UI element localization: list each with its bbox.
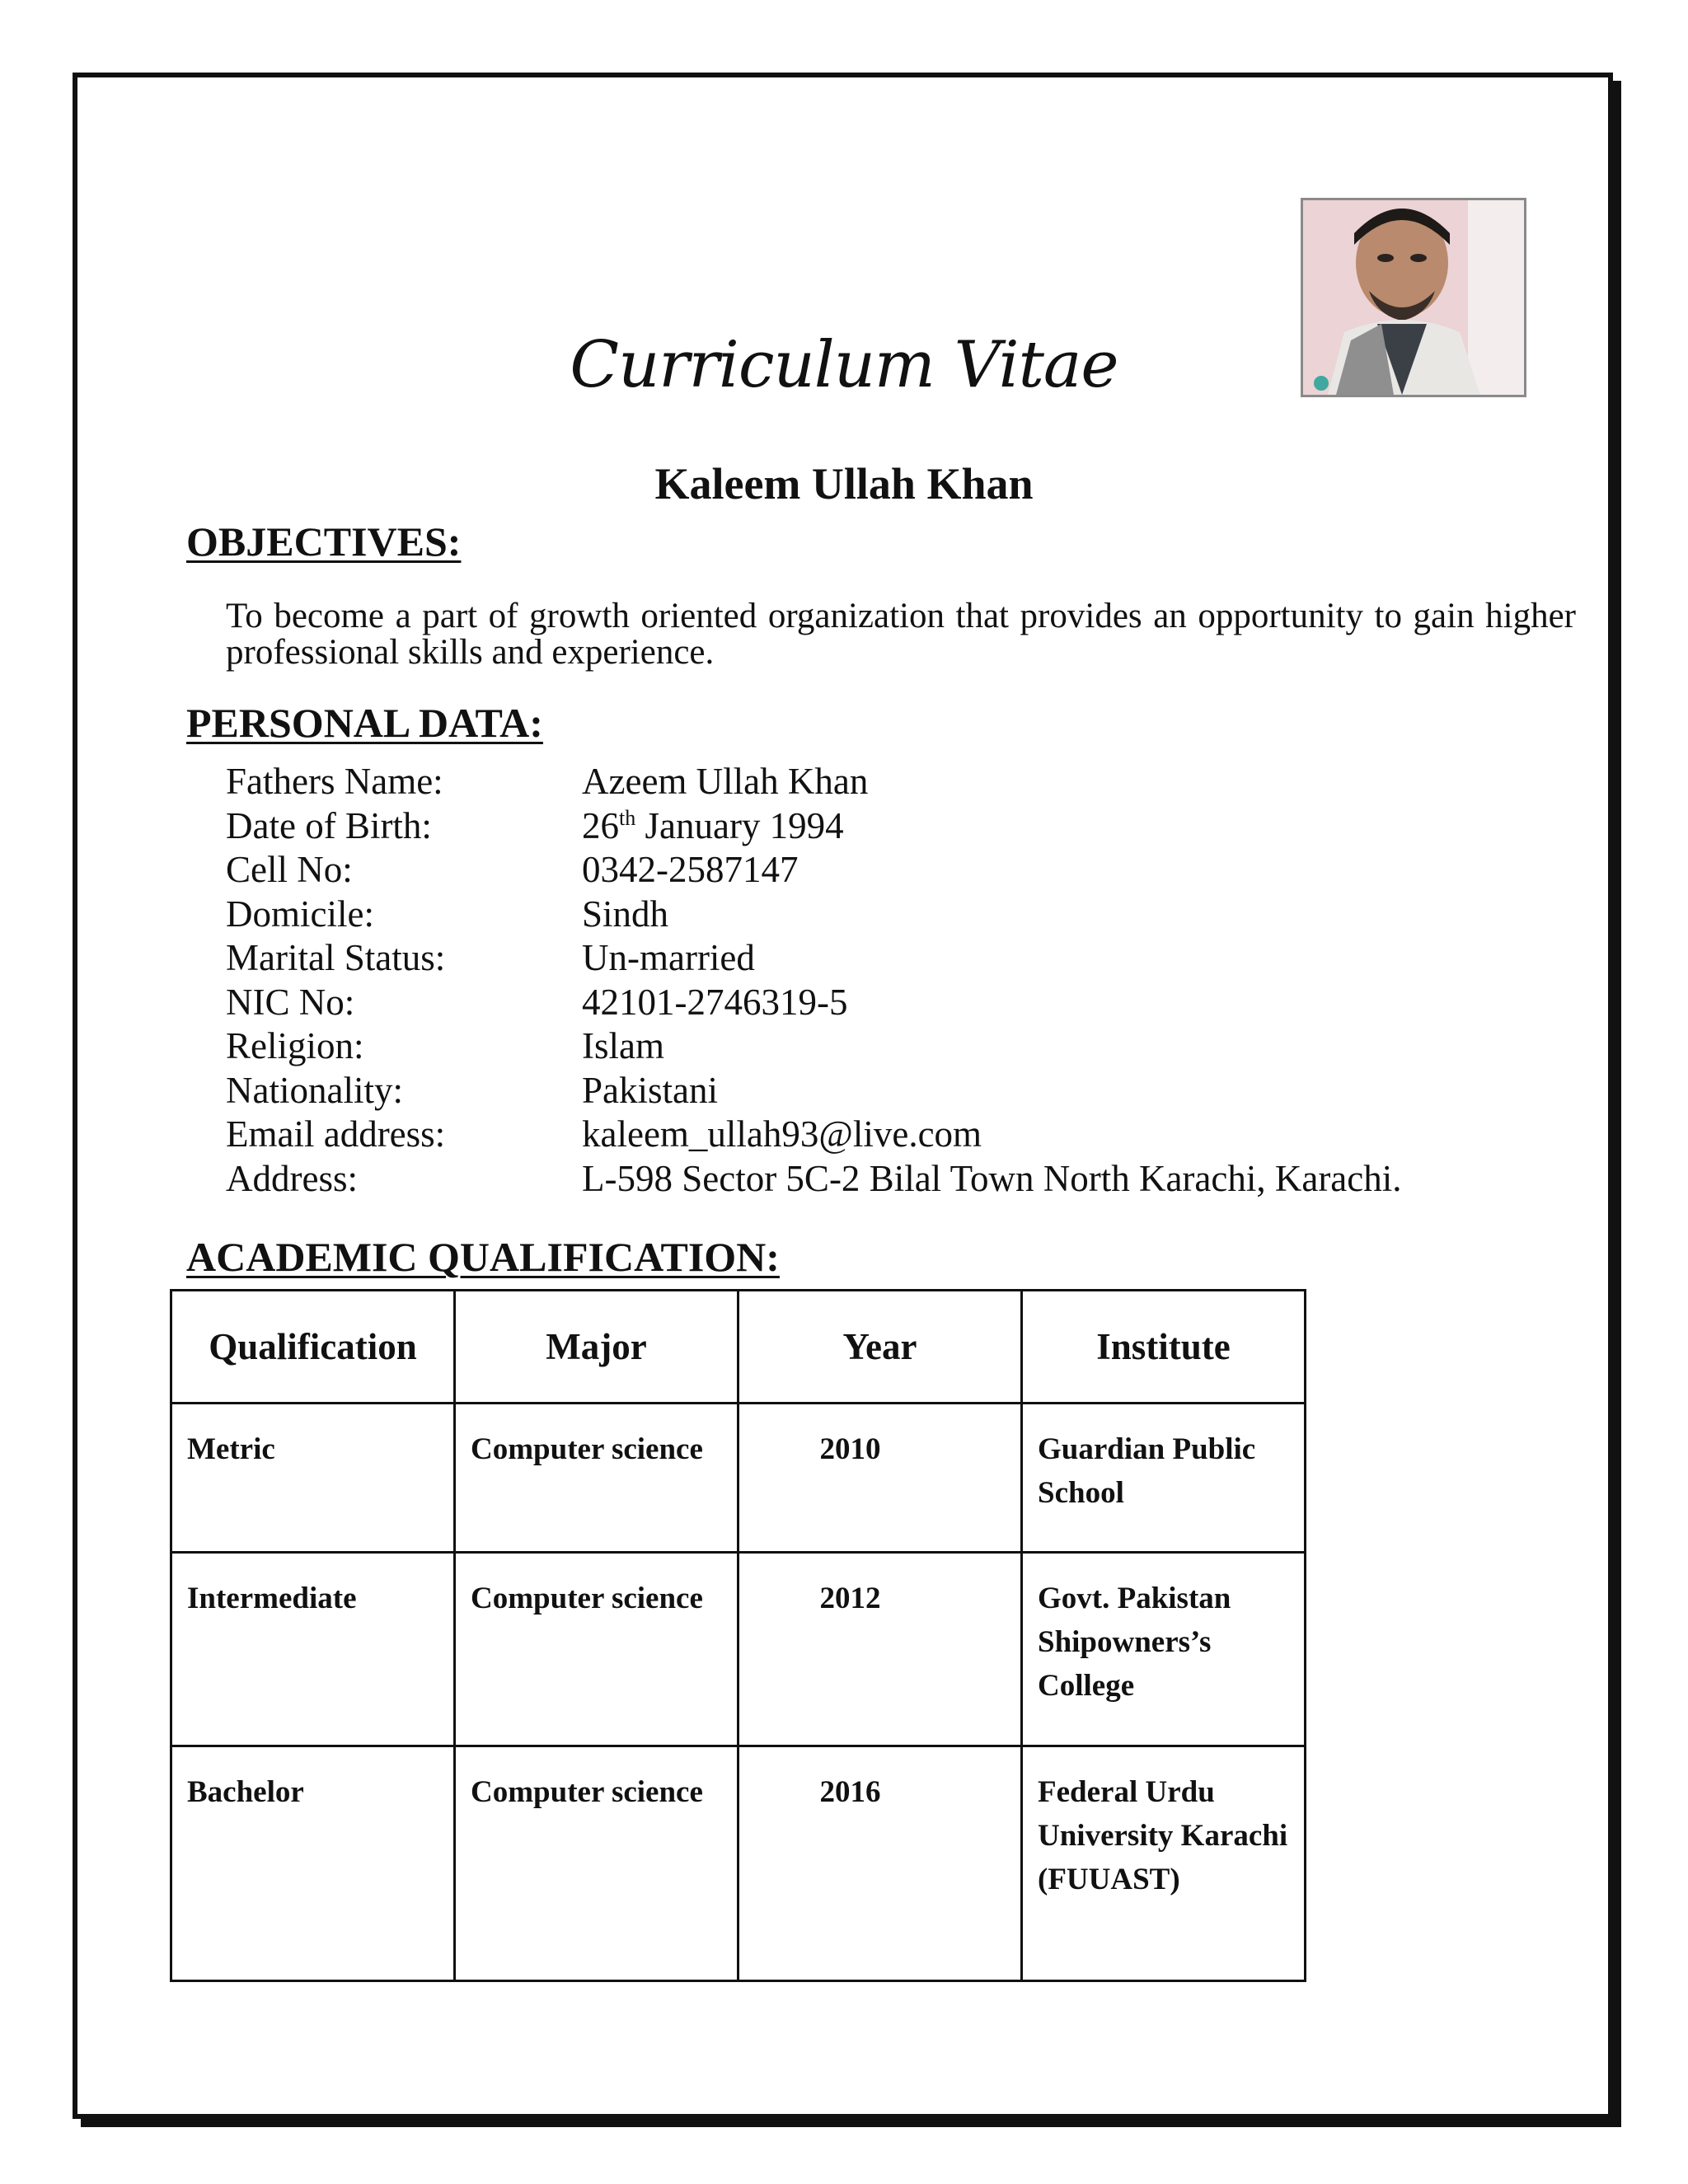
column-header: Institute [1022, 1291, 1306, 1404]
birth-day: 26 [582, 804, 619, 846]
candidate-name: Kaleem Ullah Khan [654, 459, 1034, 509]
personal-value: L-598 Sector 5C-2 Bilal Town North Karachi, Karachi. [582, 1157, 1402, 1199]
table-row [171, 1746, 1306, 1981]
institute-cell: Federal Urdu University Karachi (FUUAST) [1022, 1746, 1306, 1981]
personal-row-email [226, 1113, 1402, 1157]
personal-value: 42101-2746319-5 [582, 981, 848, 1023]
institute-cell: Guardian Public School [1022, 1404, 1306, 1553]
year-cell: 2010 [738, 1404, 1022, 1553]
email-value: kaleem_ullah93@live.com [582, 1113, 982, 1155]
qualification-cell: Intermediate [171, 1553, 455, 1746]
personal-value: Azeem Ullah Khan [582, 761, 869, 802]
personal-label: Marital Status: [226, 937, 446, 978]
personal-row-marital-status [226, 936, 1402, 981]
column-header: Year [738, 1291, 1022, 1404]
column-header: Major [455, 1291, 738, 1404]
institute-cell: Govt. Pakistan Shipowners’s College [1022, 1553, 1306, 1746]
personal-row-address [226, 1157, 1402, 1202]
personal-row-date-of-birth [226, 804, 1402, 849]
personal-value [582, 804, 844, 849]
qualification-cell: Bachelor [171, 1746, 455, 1981]
personal-label: Religion: [226, 1025, 364, 1066]
year-cell: 2012 [738, 1553, 1022, 1746]
year-cell: 2016 [738, 1746, 1022, 1981]
personal-row-nic-no [226, 981, 1402, 1025]
personal-label: Domicile: [226, 893, 374, 935]
personal-label: Fathers Name: [226, 761, 443, 802]
objective-text: To become a part of growth oriented organization that provides an opportunity to gain higher professional skills and experience. [226, 597, 1576, 672]
qualification-table [170, 1289, 1306, 1982]
personal-label: NIC No: [226, 981, 355, 1023]
personal-label: Address: [226, 1157, 358, 1199]
personal-value: Un-married [582, 937, 755, 978]
personal-value: Pakistani [582, 1069, 718, 1111]
personal-row-religion [226, 1024, 1402, 1069]
personal-data-heading: PERSONAL DATA: [186, 700, 543, 746]
personal-label: Date of Birth: [226, 804, 432, 846]
birth-month-year: January 1994 [635, 804, 844, 846]
table-row [171, 1404, 1306, 1553]
major-cell: Computer science [455, 1746, 738, 1981]
qualification-cell: Metric [171, 1404, 455, 1553]
personal-row-cell-no [226, 848, 1402, 893]
personal-data-list [226, 760, 1402, 1201]
column-header: Qualification [171, 1291, 455, 1404]
birth-day-suffix: th [619, 805, 636, 830]
personal-value: 0342-2587147 [582, 849, 799, 890]
personal-label: Nationality: [226, 1069, 403, 1111]
table-row [171, 1553, 1306, 1746]
major-cell: Computer science [455, 1553, 738, 1746]
personal-value: Sindh [582, 893, 669, 935]
objectives-heading: OBJECTIVES: [186, 518, 462, 565]
personal-label: Email address: [226, 1113, 446, 1155]
personal-row-domicile [226, 893, 1402, 937]
personal-row-fathers-name [226, 760, 1402, 804]
personal-value: Islam [582, 1025, 664, 1066]
major-cell: Computer science [455, 1404, 738, 1553]
personal-label: Cell No: [226, 849, 353, 890]
table-header-row [171, 1291, 1306, 1404]
academic-heading: ACADEMIC QUALIFICATION: [186, 1234, 780, 1280]
personal-row-nationality [226, 1069, 1402, 1113]
cv-title: Curriculum Vitae [570, 328, 1118, 402]
